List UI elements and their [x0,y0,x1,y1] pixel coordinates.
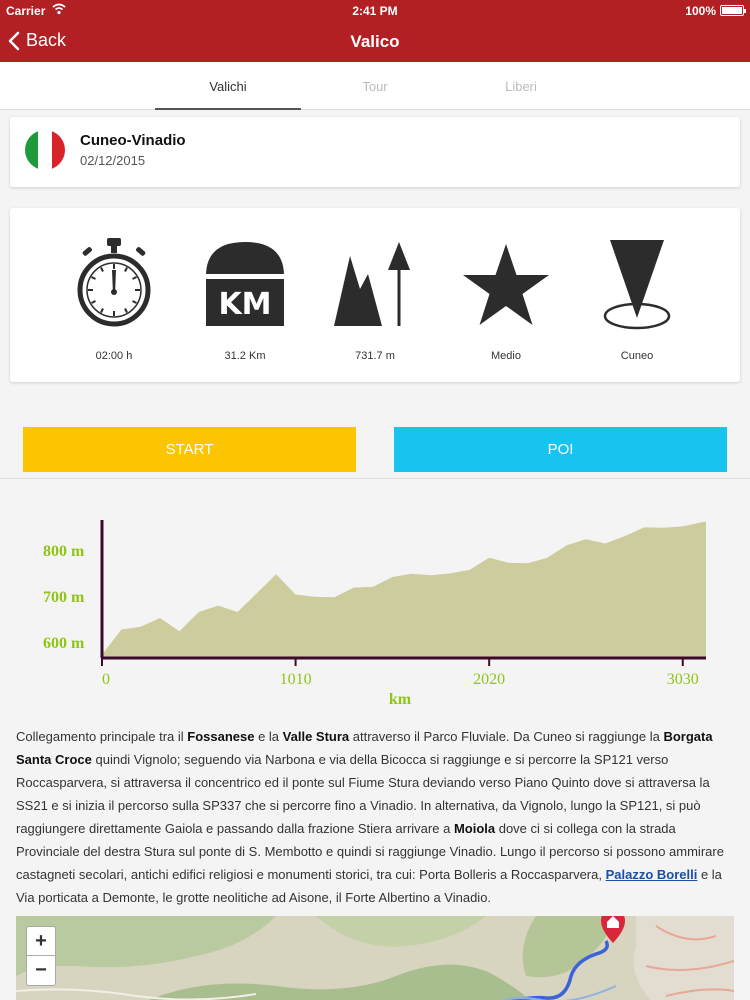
desc-text: attraverso il Parco Fluviale. Da Cuneo si raggiunge la [349,729,664,744]
x-tick-label: 3030 [666,671,699,688]
nav-bar [0,22,750,62]
y-tick-label: 800 m [43,542,85,560]
tab-bar [0,62,750,110]
battery-icon [720,5,744,16]
desc-text: e la Via porticata a Demonte, le grotte neolitiche ad Aisone, il Forte Albertino a Vinadio. [16,867,722,905]
x-ticks [102,658,699,688]
stat-distance [185,234,305,362]
stat-distance-value: 31.2 Km [224,350,266,362]
tab-valichi[interactable]: Valichi [155,62,301,110]
elevation-area [102,521,706,658]
x-tick-label: 1010 [279,671,312,688]
chevron-left-icon [8,31,20,51]
x-tick-label: 0 [102,671,110,688]
divider [0,478,750,479]
x-axis-label: km [388,691,412,708]
desc-bold: Valle Stura [282,729,350,744]
desc-text: dove ci si collega con la strada Provinciale del destra Stura sul ponte di S. Membotto e quindi si raggiunge Vinadio. Lungo il percorso si possono ammirare castagneti secolari, antichi edifici religiosi e monumenti storici, tra cui: Porta Bolleris a Roccasparvera, [16,821,724,882]
map-pin-icon [592,234,682,330]
stat-location [577,234,697,362]
zoom-out-button[interactable]: − [26,956,56,986]
route-date: 02/12/2015 [80,153,146,168]
back-button[interactable] [8,30,66,51]
km-marker-text: KM [218,287,272,322]
y-tick-label: 700 m [43,588,85,606]
y-ticks [43,543,85,652]
status-bar [0,0,750,22]
stat-elevation-value: 731.7 m [355,350,395,362]
italy-flag-icon [25,130,65,170]
back-label: Back [26,30,67,50]
x-tick-label: 2020 [473,671,506,688]
poi-button[interactable]: POI [394,427,727,472]
y-tick-label: 600 m [43,634,85,652]
elevation-chart [0,482,750,714]
elevation-icon [330,234,420,330]
desc-bold: Fossanese [187,729,255,744]
route-description [16,725,736,909]
desc-text: e la [254,729,283,744]
route-map[interactable] [16,916,734,1000]
battery-percent: 100% [685,4,716,18]
clock: 2:41 PM [352,4,398,18]
desc-bold: Moiola [453,821,496,836]
stat-location-value: Cuneo [620,350,654,362]
palazzo-borelli-link[interactable]: Palazzo Borelli [605,867,698,882]
tab-liberi[interactable]: Liberi [505,79,537,94]
stats-card [10,208,740,382]
km-marker-icon [200,234,290,330]
tab-tour[interactable]: Tour [362,79,388,94]
page-title: Valico [350,32,400,51]
stopwatch-icon [69,234,159,330]
stat-duration-value: 02:00 h [95,350,133,362]
route-card [10,117,740,187]
map-tiles [16,916,734,1000]
start-button[interactable]: START [23,427,356,472]
desc-bold: Borgata Santa Croce [16,729,713,767]
carrier-label: Carrier [6,4,46,18]
desc-text: quindi Vignolo; seguendo via Narbona e via della Bicocca si raggiunge e si percorre la SP121 verso Roccasparvera, si attraversa il concentrico ed il ponte sul Fiume Stura deviando verso Piano Quinto dove si attraversa la SS21 e si inizia il percorso sulla SP337 che si percorre fino a Vinadio. In alternativa, da Vignolo, lungo la SP121, si può raggiungere direttamente Gaiola e passando dalla frazione Stiera arrivare a [16,752,710,836]
stat-difficulty [446,234,566,362]
stat-duration [54,234,174,362]
zoom-in-button[interactable]: + [26,926,56,956]
stat-difficulty-value: Medio [491,350,521,362]
route-name: Cuneo-Vinadio [80,132,186,149]
stat-elevation [315,234,435,362]
star-icon [461,234,551,330]
desc-text: Collegamento principale tra il [16,729,188,744]
